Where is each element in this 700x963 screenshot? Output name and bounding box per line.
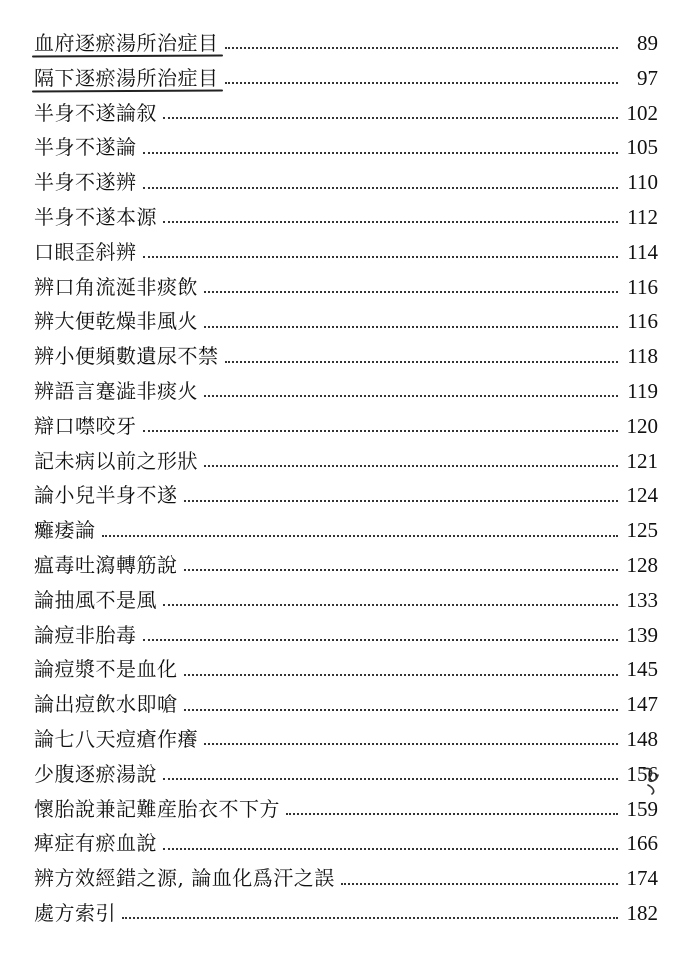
toc-entry	[34, 96, 658, 131]
toc-entry-title: 辨方效經錯之源, 論血化爲汗之誤	[34, 866, 335, 891]
dot-leader	[163, 778, 618, 780]
toc-entry-title: 論七八天痘瘡作癢	[34, 726, 198, 751]
dot-leader	[204, 743, 618, 745]
toc-entry-page-number: 105	[626, 135, 658, 160]
dot-leader	[163, 604, 618, 606]
dot-leader	[341, 883, 618, 885]
toc-entry	[34, 513, 658, 548]
toc-entry-title: 隔下逐瘀湯所治症目	[34, 61, 219, 96]
toc-entry-page-number: 166	[626, 831, 658, 856]
toc-entry-page-number: 139	[626, 622, 658, 647]
dot-leader	[143, 639, 619, 641]
dot-leader	[184, 569, 619, 571]
dot-leader	[102, 535, 619, 537]
toc-entry-page-number: 118	[627, 344, 658, 369]
toc-entry	[34, 61, 658, 96]
toc-entry	[34, 200, 658, 235]
toc-entry	[34, 304, 658, 339]
toc-entry-page-number: 114	[627, 239, 658, 264]
toc-entry-title: 痺症有瘀血說	[34, 831, 157, 856]
toc-entry-page-number: 116	[627, 309, 658, 334]
toc-entry	[34, 583, 658, 618]
toc-entry	[34, 270, 658, 305]
dot-leader	[225, 361, 619, 363]
toc-entry-page-number: 89	[637, 31, 658, 55]
toc-entry-page-number: 121	[626, 448, 658, 473]
toc-entry-title: 論小兒半身不遂	[34, 483, 178, 508]
toc-entry-title: 口眼歪斜辨	[34, 239, 137, 264]
toc-entry	[34, 652, 658, 687]
toc-entry-title: 論抽風不是風	[34, 587, 157, 612]
toc-entry-page-number: 97	[637, 65, 658, 90]
dot-leader	[204, 291, 618, 293]
toc-entry-page-number: 159	[626, 796, 658, 821]
toc-entry	[34, 444, 658, 479]
dot-leader	[163, 848, 618, 850]
dot-leader	[225, 47, 619, 49]
toc-entry-page-number: 112	[627, 204, 658, 229]
toc-entry	[34, 618, 658, 653]
toc-entry-title: 論痘非胎毒	[34, 622, 137, 647]
toc-entry	[34, 374, 658, 409]
toc-entry-title: 處方索引	[34, 900, 116, 925]
dot-leader	[163, 221, 618, 223]
toc-entry	[34, 687, 658, 722]
toc-entry-page-number: 156	[626, 761, 658, 786]
toc-entry-page-number: 174	[626, 866, 658, 891]
toc-entry-title: 懷胎說兼記難産胎衣不下方	[34, 796, 280, 821]
toc-entry-title: 論痘漿不是血化	[34, 657, 178, 682]
toc-entry	[34, 896, 658, 931]
toc-entry	[34, 722, 658, 757]
toc-entry-page-number: 116	[627, 274, 658, 299]
dot-leader	[163, 117, 618, 119]
toc-entry-title: 半身不遂本源	[34, 204, 157, 229]
dot-leader	[143, 152, 619, 154]
dot-leader	[184, 709, 619, 711]
toc-entry-title: 癱痿論	[34, 518, 96, 543]
dot-leader	[286, 813, 618, 815]
toc-entry	[34, 757, 658, 792]
dot-leader	[204, 395, 618, 397]
toc-entry-title: 半身不遂論	[34, 135, 137, 160]
toc-entry-title: 記未病以前之形狀	[34, 448, 198, 473]
dot-leader	[184, 500, 619, 502]
dot-leader	[184, 674, 619, 676]
toc-entry-title: 論出痘飲水即嗆	[34, 692, 178, 717]
toc-entry	[34, 861, 658, 896]
toc-entry-page-number: 148	[626, 726, 658, 751]
toc-entry	[34, 26, 658, 61]
toc-entry-page-number: 120	[626, 413, 658, 438]
toc-entry-title: 辯口噤咬牙	[34, 413, 137, 438]
toc-entry-title: 瘟毒吐瀉轉筋說	[34, 552, 178, 577]
toc-entry	[34, 478, 658, 513]
dot-leader	[143, 430, 619, 432]
toc-entry	[34, 235, 658, 270]
toc-entry-page-number: 124	[626, 483, 658, 508]
toc-entry-page-number: 125	[626, 518, 658, 543]
toc-entry-page-number: 110	[627, 170, 658, 195]
toc-entry-page-number: 147	[626, 692, 658, 717]
toc-entry-title: 半身不遂辨	[34, 170, 137, 195]
toc-entry	[34, 548, 658, 583]
toc-entry-page-number: 119	[627, 378, 658, 403]
toc-entry	[34, 826, 658, 861]
toc-entry	[34, 409, 658, 444]
toc-entry-page-number: 133	[626, 587, 658, 612]
toc-entry-title: 辨大便乾燥非風火	[34, 309, 198, 334]
dot-leader	[225, 82, 619, 84]
dot-leader	[122, 917, 618, 919]
dot-leader	[143, 256, 619, 258]
toc-entry	[34, 339, 658, 374]
toc-entry	[34, 792, 658, 827]
dot-leader	[143, 187, 619, 189]
toc-entry-title: 辨小便頻數遺尿不禁	[34, 344, 219, 369]
toc-entry	[34, 130, 658, 165]
dot-leader	[204, 326, 618, 328]
handwritten-correction-mark	[640, 765, 662, 795]
toc-entry-title: 辨口角流涎非痰飲	[34, 274, 198, 299]
toc-entry	[34, 165, 658, 200]
toc-entry-title: 辨語言蹇澁非痰火	[34, 378, 198, 403]
toc-entry-page-number: 102	[626, 100, 658, 125]
toc-entry-page-number: 145	[626, 657, 658, 682]
toc-entry-title: 半身不遂論叙	[34, 100, 157, 125]
toc-entry-title: 少腹逐瘀湯說	[34, 761, 157, 786]
table-of-contents	[34, 26, 658, 931]
toc-entry-page-number: 182	[626, 900, 658, 925]
toc-entry-title: 血府逐瘀湯所治症目	[34, 26, 219, 61]
toc-entry-page-number: 128	[626, 552, 658, 577]
dot-leader	[204, 465, 618, 467]
